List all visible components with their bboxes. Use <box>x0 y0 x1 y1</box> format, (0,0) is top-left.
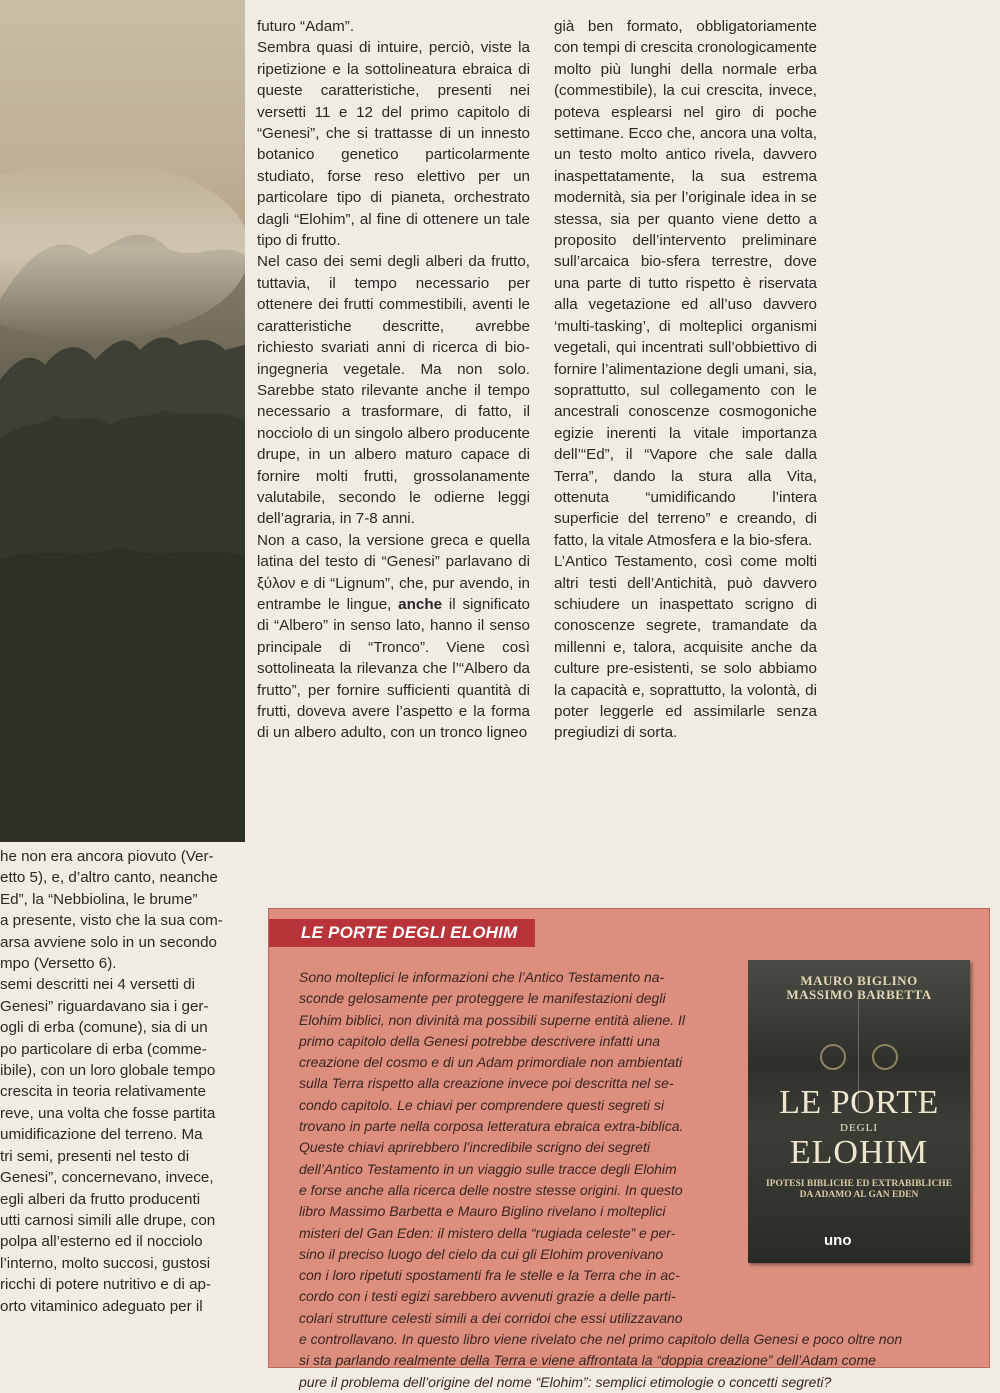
door-knob-left <box>820 1044 846 1070</box>
text-line: Sono molteplici le informazioni che l’Antico Testamento na- <box>299 969 665 985</box>
text-line: e controllavano. In questo libro viene rivelato che nel primo capitolo della Genesi e poco oltre non <box>299 1331 903 1348</box>
text-line: po particolare di erba (comme- <box>0 1040 207 1058</box>
paragraph-part: il significato di “Albero” in senso lato, hanno il senso principale di “Tronco”. Viene così sottolineata la rilevanza che l’“Albero da frutto”, per fornire sufficienti quantità di frutti, doveva avere l’aspetto e la forma di un albero adulto, con un tronco ligneo <box>257 595 530 742</box>
bold-word: anche <box>398 595 443 613</box>
publisher-logo: uno <box>824 1232 852 1249</box>
text-line: colari strutture celesti simili a dei corridoi che essi utilizzavano <box>299 1309 683 1326</box>
text-line: Queste chiavi aprirebbero l’incredibile scrigno dei segreti <box>299 1139 650 1156</box>
book-title-line: DEGLI <box>840 1122 878 1134</box>
sidebar-title: LE PORTE DEGLI ELOHIM <box>269 919 535 947</box>
text-line: Elohim biblici, non divinità ma possibili superne entità aliene. Il <box>299 1011 685 1028</box>
paragraph <box>257 530 530 744</box>
text-line: he non era ancora piovuto (Ver- <box>0 848 214 865</box>
book-subtitle-line: IPOTESI BIBLICHE ED EXTRABIBLICHE <box>765 1179 953 1189</box>
text-line: cordo con i testi egizi sarebbero avvenuti grazie a delle parti- <box>299 1288 676 1305</box>
text-line: crescita in teoria relativamente <box>0 1083 206 1101</box>
book-title-line: ELOHIM <box>789 1134 929 1171</box>
text-line: egli alberi da frutto producenti <box>0 1190 201 1208</box>
misty-forest-photo <box>0 0 245 842</box>
book-authors <box>748 974 970 1002</box>
book-subtitle <box>748 1179 970 1201</box>
text-line: a presente, visto che la sua com- <box>0 912 223 930</box>
text-line: ricchi di potere nutritivo e di ap- <box>0 1276 212 1294</box>
column-2 <box>257 16 530 744</box>
text-line: reve, una volta che fosse partita <box>0 1104 216 1122</box>
book-title-line: LE PORTE <box>779 1084 939 1121</box>
text-line: l’interno, molto succosi, gustosi <box>0 1254 211 1272</box>
forest-silhouette <box>0 0 245 842</box>
text-line: si sta parlando realmente della Terra e viene affrontata la “doppia creazione” dell’Adam come <box>299 1352 876 1369</box>
book-subtitle-line: DA ADAMO AL GAN EDEN <box>799 1190 919 1200</box>
paragraph: Sembra quasi di intuire, perciò, viste la ripetizione e la sottolineatura ebraica di queste caratteristiche, presenti nei versetti 11 e 12 del primo capitolo di “Genesi”, che si trattasse di un innesto botanico genetico particolarmente studiato, forse reso elettivo per un particolare tipo di pianeta, orchestrato dagli “Elohim”, al fine di ottenere un tale tipo di frutto. <box>257 39 530 250</box>
text-line: sulla Terra rispetto alla creazione invece poi descritta nel se- <box>299 1075 674 1092</box>
column-1 <box>0 846 246 1317</box>
text-line: mpo (Versetto 6). <box>0 955 117 973</box>
column-3 <box>554 16 817 744</box>
text-line: creazione del cosmo e di un Adam primordiale non ambientati <box>299 1054 683 1071</box>
text-line: ogli di erba (comune), sia di un <box>0 1019 208 1037</box>
text-line: condo capitolo. Le chiavi per comprendere questi segreti si <box>299 1096 664 1113</box>
text-line: semi descritti nei 4 versetti di <box>0 976 195 994</box>
paragraph-part: Non a caso, la versione greca e quella latina del testo di “Genesi” parlavano di ξύλον e di “Lignum”, che, pur avendo, in entrambe le lingue, <box>257 531 530 613</box>
paragraph: già ben formato, obbligatoriamente con tempi di crescita cronologicamente molto più lunghi della normale erba (commestibile), la cui crescita, invece, poteva esplearsi nel giro di poche settimane. Ecco che, ancora una volta, un testo molto antico rivela, davvero inaspettatamente, la sua estrema modernità, sia per l’originale idea in se stessa, sia per quanto viene detto a proposito dell’intervento preliminare sull’arcaica bio-sfera terrestre, dove una parte di tutto rispetto è riservata alla vegetazione ed all’uso davvero ‘multi-tasking’, di molteplici organismi vegetali, qui incentrati sull’obbiettivo di fornire l’alimentazione degli umani, sia, soprattutto, sul collegamento con le ancestrali conoscenze cosmogoniche egizie inerenti la vitale importanza dell’“Ed”, il “Vapore che sale dalla Terra”, dando la stura alla Vita, ottenuta “umidificando l’intera superficie del terreno” e creando, di fatto, la vitale Atmosfera e la bio-sfera. <box>554 18 817 549</box>
text-line: sino il preciso luogo del cielo da cui gli Elohim provenivano <box>299 1245 664 1262</box>
text-line: utti carnosi simili alle drupe, con <box>0 1211 216 1229</box>
text-line: ibile), con un loro globale tempo <box>0 1062 216 1080</box>
text-line: Genesi” riguardavano sia i ger- <box>0 997 209 1015</box>
text-line: misteri del Gan Eden: il mistero della “rugiada celeste” e per- <box>299 1224 676 1241</box>
book-author: MASSIMO BARBETTA <box>786 987 932 1002</box>
text-line: tri semi, presenti nel testo di <box>0 1147 190 1165</box>
door-knob-right <box>872 1044 898 1070</box>
text-line: primo capitolo della Genesi potrebbe descrivere infatti una <box>299 1032 661 1049</box>
book-sidebar-box <box>268 908 990 1390</box>
text-line: con i loro ripetuti spostamenti fra le stelle e la Terra che in ac- <box>299 1267 680 1284</box>
text-line: umidificazione del terreno. Ma <box>0 1126 203 1144</box>
text-line: trovano in parte nella corposa letteratura ebraica extra-biblica. <box>299 1118 684 1135</box>
book-author: MAURO BIGLINO <box>800 973 918 988</box>
text-line: pure il problema dell’origine del nome “Elohim”: semplici etimologie o concetti segreti? <box>299 1373 832 1390</box>
text-line: e forse anche alla ricerca delle nostre stesse origini. In questo <box>299 1181 683 1198</box>
text-line: libro Massimo Barbetta e Mauro Biglino rivelano i molteplici <box>299 1203 666 1220</box>
text-line: etto 5), e, d’altro canto, neanche <box>0 869 218 887</box>
paragraph: L’Antico Testamento, così come molti altri testi dell’Antichità, può davvero schiudere un inaspettato scrigno di conoscenze segrete, tramandate da millenni e, talora, acquisite anche da culture pre-esistenti, se solo abbiamo la capacità e, soprattutto, la volontà, di poter leggerle ed assimilarle senza pregiudizi di sorta. <box>554 553 817 742</box>
book-cover <box>748 960 970 1263</box>
text-line: arsa avviene solo in un secondo <box>0 933 217 951</box>
paragraph: futuro “Adam”. <box>257 18 355 35</box>
text-line: Genesi”, concernevano, invece, <box>0 1169 214 1187</box>
text-line: sconde gelosamente per proteggere le manifestazioni degli <box>299 990 666 1007</box>
paragraph: Nel caso dei semi degli alberi da frutto, tuttavia, il tempo necessario per ottenere dei frutti commestibili, aventi le caratteristiche descritte, avrebbe richiesto svariati anni di ricerca di bio-ingegneria vegetale. Ma non solo. Sarebbe stato rilevante anche il tempo necessario a trasformare, di fatto, il nocciolo di un singolo albero producente drupe, in un albero maturo capace di fornire molti frutti, grossolanamente valutabile, secondo le odierne leggi dell’agraria, in 7-8 anni. <box>257 253 530 528</box>
text-line: Ed”, la “Nebbiolina, le brume” <box>0 890 198 908</box>
text-line: dell’Antico Testamento in un viaggio sulle tracce degli Elohim <box>299 1160 677 1177</box>
text-line: orto vitaminico adeguato per il <box>0 1297 203 1315</box>
text-line: polpa all’esterno ed il nocciolo <box>0 1233 203 1251</box>
